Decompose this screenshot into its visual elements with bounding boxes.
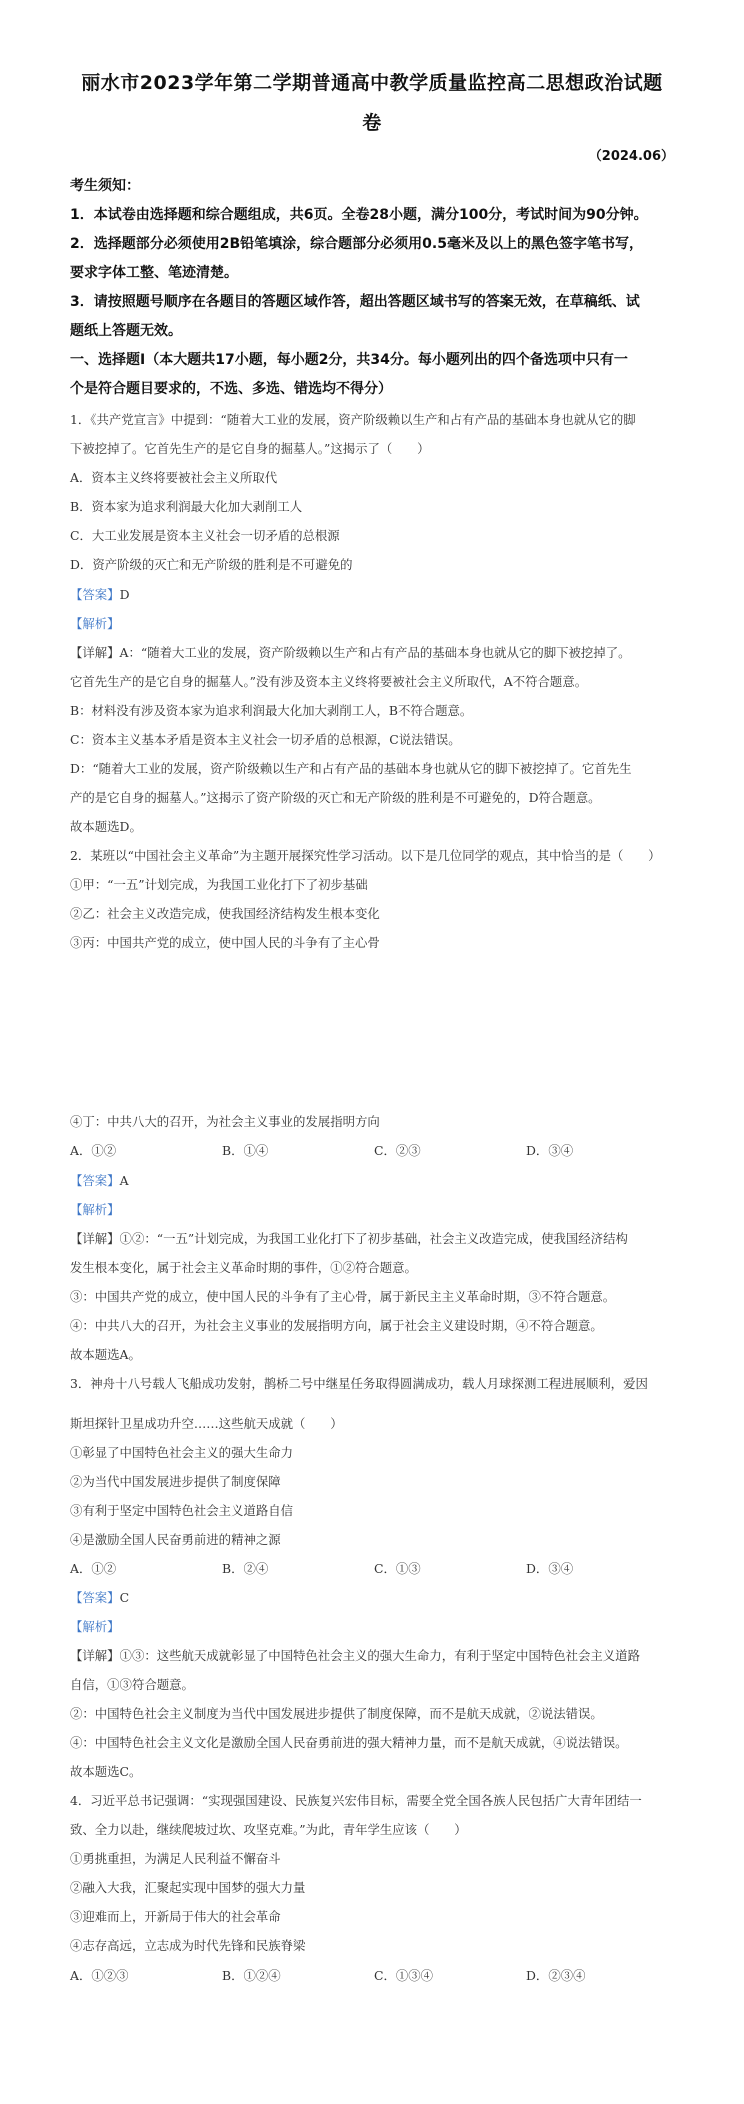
section-heading-2: 个是符合题目要求的，不选、多选、错选均不得分） (70, 381, 392, 397)
q2-statement-1: ①甲：“一五”计划完成，为我国工业化打下了初步基础 (70, 877, 368, 892)
q1-option-c: C．大工业发展是资本主义社会一切矛盾的总根源 (70, 528, 340, 543)
q1-analysis-tag: 【解析】 (70, 616, 120, 631)
q1-stem-1: 1．《共产党宣言》中提到：“随着大工业的发展，资产阶级赖以生产和占有产品的基础本身也就从它的脚 (70, 412, 636, 427)
section-heading-1: 一、选择题Ⅰ（本大题共17小题，每小题2分，共34分。每小题列出的四个备选项中只有一 (70, 352, 628, 368)
exam-title-line1: 丽水市2023学年第二学期普通高中教学质量监控高二思想政治试题 (81, 72, 663, 94)
q1-option-b: B．资本家为追求利润最大化加大剥削工人 (70, 499, 303, 514)
q1-explain-7: 故本题选D。 (70, 819, 142, 834)
q1-explain-2: 它首先生产的是它自身的掘墓人。”没有涉及资本主义终将要被社会主义所取代，A不符合题意。 (70, 674, 588, 689)
answer-tag: 【答案】 (70, 587, 120, 602)
q1-explain-1: 【详解】A：“随着大工业的发展，资产阶级赖以生产和占有产品的基础本身也就从它的脚下被挖掉了。 (70, 645, 631, 660)
q4-statement-4: ④志存高远，立志成为时代先锋和民族脊梁 (70, 1938, 306, 1953)
answer-value: A (119, 1173, 129, 1188)
q3-option-b: B．②④ (222, 1561, 269, 1576)
exam-title-line2: 卷 (362, 112, 382, 134)
q3-explain-5: 故本题选C。 (70, 1764, 142, 1779)
q3-answer (70, 1588, 129, 1606)
q1-explain-3: B：材料没有涉及资本家为追求利润最大化加大剥削工人，B不符合题意。 (70, 703, 473, 718)
q2-option-b: B．①④ (222, 1143, 269, 1158)
q2-analysis-tag: 【解析】 (70, 1202, 120, 1217)
q3-explain-2: 自信，①③符合题意。 (70, 1677, 194, 1692)
q2-option-a: A．①② (70, 1143, 117, 1158)
notice-item-2b: 要求字体工整、笔迹清楚。 (70, 265, 238, 281)
answer-value: D (119, 587, 130, 602)
answer-tag: 【答案】 (70, 1173, 120, 1188)
q3-statement-4: ④是激励全国人民奋勇前进的精神之源 (70, 1532, 281, 1547)
q2-statement-4: ④丁：中共八大的召开，为社会主义事业的发展指明方向 (70, 1114, 380, 1129)
q3-option-c: C．①③ (374, 1561, 421, 1576)
q2-explain-4: ④：中共八大的召开，为社会主义事业的发展指明方向，属于社会主义建设时期，④不符合题意。 (70, 1318, 603, 1333)
q3-statement-3: ③有利于坚定中国特色社会主义道路自信 (70, 1503, 294, 1518)
q4-option-b: B．①②④ (222, 1968, 281, 1983)
q2-option-d: D．③④ (526, 1143, 574, 1158)
q2-stem: 2．某班以“中国社会主义革命”为主题开展探究性学习活动。以下是几位同学的观点，其中恰当的是（ ） (70, 848, 661, 863)
q1-answer (70, 585, 130, 603)
q3-explain-3: ②：中国特色社会主义制度为当代中国发展进步提供了制度保障，而不是航天成就，②说法错误。 (70, 1706, 603, 1721)
q3-stem-2: 斯坦探针卫星成功升空……这些航天成就（ ） (70, 1416, 343, 1431)
notice-item-2a: 2．选择题部分必须使用2B铅笔填涂，综合题部分必须用0.5毫米及以上的黑色签字笔书写， (70, 236, 643, 252)
q3-option-d: D．③④ (526, 1561, 574, 1576)
q4-option-a: A．①②③ (70, 1968, 129, 1983)
q2-explain-1: 【详解】①②：“一五”计划完成，为我国工业化打下了初步基础，社会主义改造完成，使我国经济结构 (70, 1231, 628, 1246)
exam-date: （2024.06） (588, 149, 674, 164)
q3-explain-4: ④：中国特色社会主义文化是激励全国人民奋勇前进的强大精神力量，而不是航天成就，④说法错误。 (70, 1735, 628, 1750)
q3-stem-1: 3．神舟十八号载人飞船成功发射，鹊桥二号中继星任务取得圆满成功，载人月球探测工程进展顺利，爱因 (70, 1376, 648, 1391)
q2-statement-2: ②乙：社会主义改造完成，使我国经济结构发生根本变化 (70, 906, 380, 921)
notice-item-1: 1．本试卷由选择题和综合题组成，共6页。全卷28小题，满分100分，考试时间为90分钟。 (70, 207, 648, 223)
q4-option-c: C．①③④ (374, 1968, 434, 1983)
q3-statement-2: ②为当代中国发展进步提供了制度保障 (70, 1474, 281, 1489)
q3-option-a: A．①② (70, 1561, 117, 1576)
notice-item-3a: 3．请按照题号顺序在各题目的答题区域作答，超出答题区域书写的答案无效，在草稿纸、试 (70, 294, 640, 310)
q3-explain-1: 【详解】①③：这些航天成就彰显了中国特色社会主义的强大生命力，有利于坚定中国特色社会主义道路 (70, 1648, 640, 1663)
q1-option-a: A．资本主义终将要被社会主义所取代 (70, 470, 278, 485)
q2-explain-2: 发生根本变化，属于社会主义革命时期的事件，①②符合题意。 (70, 1260, 417, 1275)
q2-explain-5: 故本题选A。 (70, 1347, 141, 1362)
notice-heading: 考生须知： (70, 178, 140, 194)
q4-statement-2: ②融入大我，汇聚起实现中国梦的强大力量 (70, 1880, 306, 1895)
q1-stem-2: 下被挖掉了。它首先生产的是它自身的掘墓人。”这揭示了（ ） (70, 441, 430, 456)
q2-option-c: C．②③ (374, 1143, 421, 1158)
q1-option-d: D．资产阶级的灭亡和无产阶级的胜利是不可避免的 (70, 557, 353, 572)
q1-explain-6: 产的是它自身的掘墓人。”这揭示了资产阶级的灭亡和无产阶级的胜利是不可避免的，D符合题意。 (70, 790, 601, 805)
q1-explain-5: D：“随着大工业的发展，资产阶级赖以生产和占有产品的基础本身也就从它的脚下被挖掉了。它首先生 (70, 761, 632, 776)
q1-explain-4: C：资本主义基本矛盾是资本主义社会一切矛盾的总根源，C说法错误。 (70, 732, 461, 747)
notice-item-3b: 题纸上答题无效。 (70, 323, 182, 339)
q2-explain-3: ③：中国共产党的成立，使中国人民的斗争有了主心骨，属于新民主主义革命时期，③不符合题意。 (70, 1289, 616, 1304)
q4-statement-1: ①勇挑重担，为满足人民利益不懈奋斗 (70, 1851, 281, 1866)
q3-statement-1: ①彰显了中国特色社会主义的强大生命力 (70, 1445, 294, 1460)
answer-tag: 【答案】 (70, 1590, 120, 1605)
answer-value: C (119, 1590, 130, 1605)
q2-answer (70, 1171, 129, 1189)
q4-stem-1: 4．习近平总书记强调：“实现强国建设、民族复兴宏伟目标，需要全党全国各族人民包括广大青年团结一 (70, 1793, 642, 1808)
q4-statement-3: ③迎难而上，开新局于伟大的社会革命 (70, 1909, 281, 1924)
q4-stem-2: 致、全力以赴，继续爬坡过坎、攻坚克难。”为此，青年学生应该（ ） (70, 1822, 467, 1837)
q3-analysis-tag: 【解析】 (70, 1619, 120, 1634)
q4-option-d: D．②③④ (526, 1968, 586, 1983)
q2-statement-3: ③丙：中国共产党的成立，使中国人民的斗争有了主心骨 (70, 935, 380, 950)
